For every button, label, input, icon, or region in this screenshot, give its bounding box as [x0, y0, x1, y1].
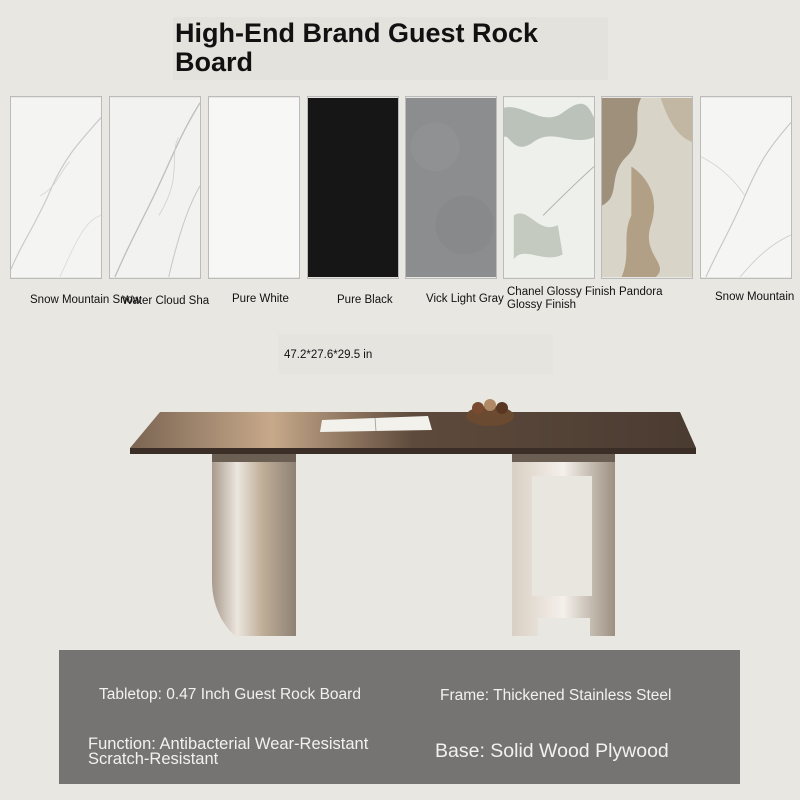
chanel-marble-swatch-icon	[504, 97, 594, 278]
swatch-snow-mountain[interactable]	[700, 96, 792, 279]
swatch-snow-mountain-snow[interactable]	[10, 96, 102, 279]
swatch-chanel-glossy[interactable]	[503, 96, 595, 279]
swatch-label: Snow Mountain	[715, 291, 795, 303]
white-marble-swatch-icon	[701, 97, 791, 278]
swatch-water-cloud[interactable]	[109, 96, 201, 279]
dimensions-text: 47.2*27.6*29.5 in	[278, 334, 553, 374]
pure-white-swatch-icon	[209, 97, 299, 278]
spec-tabletop: Tabletop: 0.47 Inch Guest Rock Board	[99, 686, 361, 703]
pure-black-swatch-icon	[308, 97, 398, 278]
spec-frame: Frame: Thickened Stainless Steel	[440, 687, 672, 704]
white-marble-swatch-icon	[11, 97, 101, 278]
swatch-label: Water Cloud Sha	[122, 295, 210, 307]
spec-function: Function: Antibacterial Wear-Resistant Scratch-Resistant	[88, 735, 369, 768]
light-gray-swatch-icon	[406, 97, 496, 278]
swatch-pandora-glossy[interactable]	[601, 96, 693, 279]
specs-panel	[59, 650, 740, 784]
page-title: High-End Brand Guest Rock Board	[173, 17, 608, 80]
swatch-label: Snow Mountain Snow	[30, 294, 142, 306]
white-marble-swatch-icon	[110, 97, 200, 278]
swatch-label: Vick Light Gray	[426, 293, 504, 305]
swatch-label: Chanel Glossy Finish	[507, 286, 616, 298]
swatch-label-sub: Glossy Finish	[507, 299, 577, 311]
dining-table-image	[100, 380, 740, 645]
spec-base: Base: Solid Wood Plywood	[435, 740, 669, 762]
swatch-label: Pure Black	[337, 294, 393, 306]
swatch-vick-light-gray[interactable]	[405, 96, 497, 279]
swatch-pure-white[interactable]	[208, 96, 300, 279]
swatch-label: Pandora	[619, 286, 663, 298]
swatch-label: Pure White	[232, 293, 289, 305]
swatch-pure-black[interactable]	[307, 96, 399, 279]
pandora-marble-swatch-icon	[602, 97, 692, 278]
